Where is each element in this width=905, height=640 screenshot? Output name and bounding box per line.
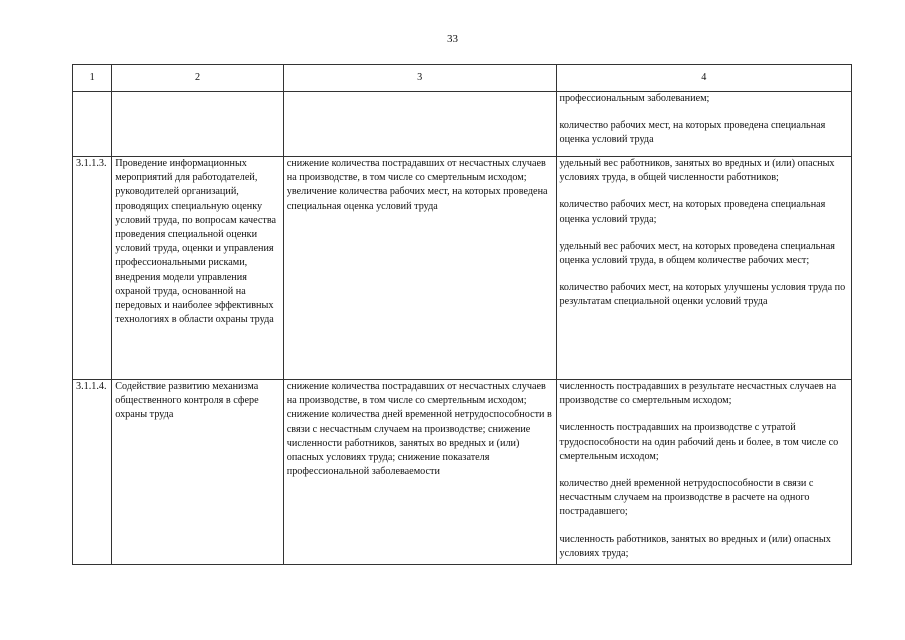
result-cell [283,92,556,157]
indicator-item: количество рабочих мест, на которых улучшены условия труда по результатам специальной оценки условий труда [559,282,846,308]
indicator-item: профессиональным заболеванием; [559,93,710,104]
indicator-item: удельный вес рабочих мест, на которых проведена специальная оценка условий труда, в общем количестве рабочих мест; [559,240,835,267]
indicators-cell [556,157,852,380]
column-header-4: 4 [556,65,852,92]
page-number: 33 [447,33,458,45]
measure-cell: Проведение информационных мероприятий для работодателей, руководителей организаций, проводящих специальную оценку условий труда, по вопросам качества проведения специальной оценки условий труда, оценки и управления профессиональными рисками, внедрения модели управления охраной труда, основанной на передовых и наиболее эффективных технологиях в области охраны труда [112,157,284,380]
indicators-cell [556,380,852,565]
result-cell: снижение количества пострадавших от несчастных случаев на производстве, в том числе со смертельным исходом; увеличение количества рабочих мест, на которых проведена специальная оценка условий труда [283,157,556,380]
table-row [73,157,852,380]
column-header-3: 3 [283,65,556,92]
row-number-cell: 3.1.1.3. [73,157,112,380]
table-row [73,380,852,565]
row-number-cell [73,92,112,157]
indicator-item: количество дней временной нетрудоспособности в связи с несчастным случаем на производстве в расчете на одного пострадавшего; [559,478,814,518]
table-header-row [73,65,852,92]
indicator-item: количество рабочих мест, на которых проведена специальная оценка условий труда; [559,199,826,225]
table-row [73,92,852,157]
indicator-item: численность пострадавших в результате несчастных случаев на производстве со смертельным исходом; [559,381,837,407]
measure-cell: Содействие развитию механизма общественного контроля в сфере охраны труда [112,380,284,565]
row-number-cell: 3.1.1.4. [73,380,112,565]
measures-table [72,64,852,565]
indicator-item: удельный вес работников, занятых во вредных и (или) опасных условиях труда, в общей численности работников; [559,158,835,184]
measure-cell [112,92,284,157]
indicators-cell [556,92,852,157]
column-header-1: 1 [73,65,112,92]
column-header-2: 2 [112,65,284,92]
indicator-item: количество рабочих мест, на которых проведена специальная оценка условий труда [559,120,826,146]
indicator-item: численность работников, занятых во вредных и (или) опасных условиях труда; [559,533,831,559]
result-cell: снижение количества пострадавших от несчастных случаев на производстве, в том числе со смертельным исходом; снижение количества дней временной нетрудоспособности в связи с несчастным случаем на производстве; снижение численности работников, занятых во вредных и (или) опасных условиях труда; снижение показателя профессиональной заболеваемости [283,380,556,565]
indicator-item: численность пострадавших на производстве с утратой трудоспособности на один рабочий день и более, в том числе со смертельным исходом; [559,422,839,462]
